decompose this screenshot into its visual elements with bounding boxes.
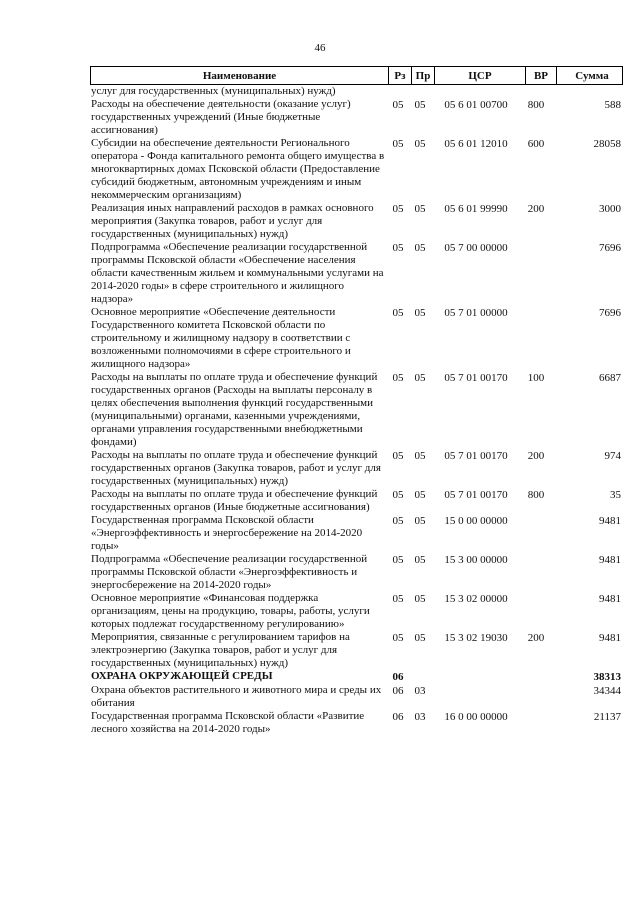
row-pr: 05 <box>414 138 426 150</box>
row-sum: 35 <box>610 489 621 501</box>
header-rz: Рз <box>388 67 411 84</box>
row-csr: 05 7 01 00170 <box>444 372 508 384</box>
row-pr: 05 <box>414 307 426 319</box>
header-vr: ВР <box>525 67 556 84</box>
row-rz: 06 <box>392 711 404 723</box>
row-sum: 3000 <box>599 203 621 215</box>
row-vr: 100 <box>527 372 545 384</box>
table-row <box>90 449 623 488</box>
row-sum <box>551 85 621 98</box>
table-row <box>90 137 623 202</box>
row-rz: 05 <box>392 242 404 254</box>
table-row <box>90 371 623 449</box>
row-pr: 05 <box>414 372 426 384</box>
row-rz: 05 <box>392 593 404 605</box>
row-name: Реализация иных направлений расходов в рамках основного мероприятия (Закупка товаров, работ и услуг для государственных (муниципальных) нужд) <box>91 202 374 240</box>
row-rz: 06 <box>392 685 404 697</box>
row-csr <box>431 684 521 710</box>
row-pr <box>409 85 431 98</box>
row-rz: 05 <box>392 138 404 150</box>
row-csr <box>431 85 521 98</box>
row-rz: 06 <box>392 671 404 683</box>
row-sum: 7696 <box>599 307 621 319</box>
header-sum: Сумма <box>556 67 627 84</box>
row-csr: 15 0 00 00000 <box>444 515 508 527</box>
row-sum: 9481 <box>599 554 621 566</box>
table-row <box>90 488 623 514</box>
row-pr: 05 <box>414 593 426 605</box>
row-csr: 15 3 02 19030 <box>444 632 508 644</box>
row-vr <box>521 553 551 592</box>
row-rz: 05 <box>392 99 404 111</box>
row-name: Основное мероприятие «Обеспечение деятельности Государственного комитета Псковской области по строительному и жилищному надзору в соответствии с возложенными полномочиями в сфере строительного и жилищного надзора» <box>91 306 351 370</box>
row-sum: 9481 <box>599 593 621 605</box>
row-pr: 05 <box>414 203 426 215</box>
table-row <box>90 85 623 98</box>
row-vr <box>521 85 551 98</box>
row-rz: 05 <box>392 372 404 384</box>
row-sum: 38313 <box>593 671 621 683</box>
row-csr: 15 3 02 00000 <box>444 593 508 605</box>
table-row <box>90 202 623 241</box>
row-rz: 05 <box>392 515 404 527</box>
row-csr <box>431 670 521 684</box>
row-pr: 03 <box>414 711 426 723</box>
row-name: ОХРАНА ОКРУЖАЮЩЕЙ СРЕДЫ <box>91 670 273 682</box>
row-pr: 05 <box>414 554 426 566</box>
table-row <box>90 684 623 710</box>
row-vr <box>521 306 551 371</box>
row-vr: 800 <box>527 489 545 501</box>
table-row <box>90 553 623 592</box>
row-vr: 200 <box>527 450 545 462</box>
row-name: Расходы на выплаты по оплате труда и обеспечение функций государственных органов (Расходы на выплаты персоналу в целях обеспечения выполнения функций государственными (муниципальными) органами, казенными учреждениями, органами управления государственными внебюджетными фондами) <box>91 371 378 448</box>
table-row <box>90 306 623 371</box>
row-sum: 21137 <box>593 711 621 723</box>
table-row <box>90 592 623 631</box>
row-name: Расходы на выплаты по оплате труда и обеспечение функций государственных органов (Иные бюджетные ассигнования) <box>91 488 378 513</box>
row-vr <box>521 684 551 710</box>
row-sum: 9481 <box>599 515 621 527</box>
row-name: Подпрограмма «Обеспечение реализации государственной программы Псковской области «Энергоэффективность и энергосбережение на 2014-2020 годы» <box>91 553 368 591</box>
table-row-section <box>90 670 623 684</box>
row-vr <box>521 514 551 553</box>
page-number: 46 <box>314 42 326 54</box>
row-pr: 05 <box>414 632 426 644</box>
row-csr: 05 7 00 00000 <box>444 242 508 254</box>
row-sum: 974 <box>604 450 621 462</box>
row-name: Субсидии на обеспечение деятельности Регионального оператора - Фонда капитального ремонта общего имущества в многоквартирных домах Псковской области (Предоставление субсидий бюджетным, автономным учреждениям и иным некоммерческим организациям) <box>91 137 385 201</box>
row-csr: 05 7 01 00000 <box>444 307 508 319</box>
row-sum: 34344 <box>593 685 621 697</box>
row-vr: 600 <box>527 138 545 150</box>
row-name: Охрана объектов растительного и животного мира и среды их обитания <box>91 684 382 709</box>
header-name: Наименование <box>202 69 277 82</box>
row-csr: 05 7 01 00170 <box>444 489 508 501</box>
row-sum: 9481 <box>599 632 621 644</box>
table-row <box>90 514 623 553</box>
header-csr: ЦСР <box>434 67 525 84</box>
row-sum: 7696 <box>599 242 621 254</box>
header-pr: Пр <box>411 67 434 84</box>
table-row <box>90 98 623 137</box>
row-sum: 588 <box>604 99 621 111</box>
table-row <box>90 631 623 670</box>
row-name: Расходы на выплаты по оплате труда и обеспечение функций государственных органов (Закупка товаров, работ и услуг для государственных (муниципальных) нужд) <box>91 449 381 487</box>
row-rz: 05 <box>392 632 404 644</box>
row-csr: 15 3 00 00000 <box>444 554 508 566</box>
row-csr: 16 0 00 00000 <box>444 711 508 723</box>
table-row <box>90 241 623 306</box>
row-sum: 28058 <box>593 138 621 150</box>
row-rz: 05 <box>392 489 404 501</box>
row-name: Мероприятия, связанные с регулированием тарифов на электроэнергию (Закупка товаров, работ и услуг для государственных (муниципальных) нужд) <box>91 631 350 669</box>
row-rz: 05 <box>392 307 404 319</box>
row-pr: 05 <box>414 489 426 501</box>
row-csr: 05 6 01 00700 <box>444 99 508 111</box>
row-vr: 200 <box>527 632 545 644</box>
row-pr: 05 <box>414 99 426 111</box>
row-name: Расходы на обеспечение деятельности (оказание услуг) государственных учреждений (Иные бюджетные ассигнования) <box>91 98 351 136</box>
row-vr <box>521 592 551 631</box>
table-row <box>90 710 623 736</box>
row-sum: 6687 <box>599 372 621 384</box>
row-csr: 05 6 01 12010 <box>444 138 508 150</box>
row-name: Основное мероприятие «Финансовая поддержка организациям, цены на продукцию, товары, работы, услуги которых подлежат государственному регулированию» <box>91 592 370 630</box>
row-pr: 05 <box>414 515 426 527</box>
row-vr: 800 <box>527 99 545 111</box>
row-name: Государственная программа Псковской области «Энергоэффективность и энергосбережение на 2014-2020 годы» <box>91 514 363 552</box>
row-name: Государственная программа Псковской области «Развитие лесного хозяйства на 2014-2020 годы» <box>91 710 365 735</box>
row-rz: 05 <box>392 203 404 215</box>
row-csr: 05 7 01 00170 <box>444 450 508 462</box>
table-header <box>90 66 623 85</box>
row-name: услуг для государственных (муниципальных) нужд) <box>91 85 336 97</box>
row-vr <box>521 670 551 684</box>
row-pr: 05 <box>414 242 426 254</box>
row-vr <box>521 710 551 736</box>
row-pr: 03 <box>414 685 426 697</box>
row-name: Подпрограмма «Обеспечение реализации государственной программы Псковской области «Обеспечение населения области качественным жильем и коммунальными услугами на 2014-2020 годы» в сфере строительного и жилищного надзора» <box>91 241 384 305</box>
row-vr: 200 <box>527 203 545 215</box>
budget-table <box>90 66 623 736</box>
row-pr: 05 <box>414 450 426 462</box>
row-pr <box>409 670 431 684</box>
row-vr <box>521 241 551 306</box>
row-csr: 05 6 01 99990 <box>444 203 508 215</box>
row-rz: 05 <box>392 554 404 566</box>
row-rz: 05 <box>392 450 404 462</box>
row-rz <box>387 85 409 98</box>
